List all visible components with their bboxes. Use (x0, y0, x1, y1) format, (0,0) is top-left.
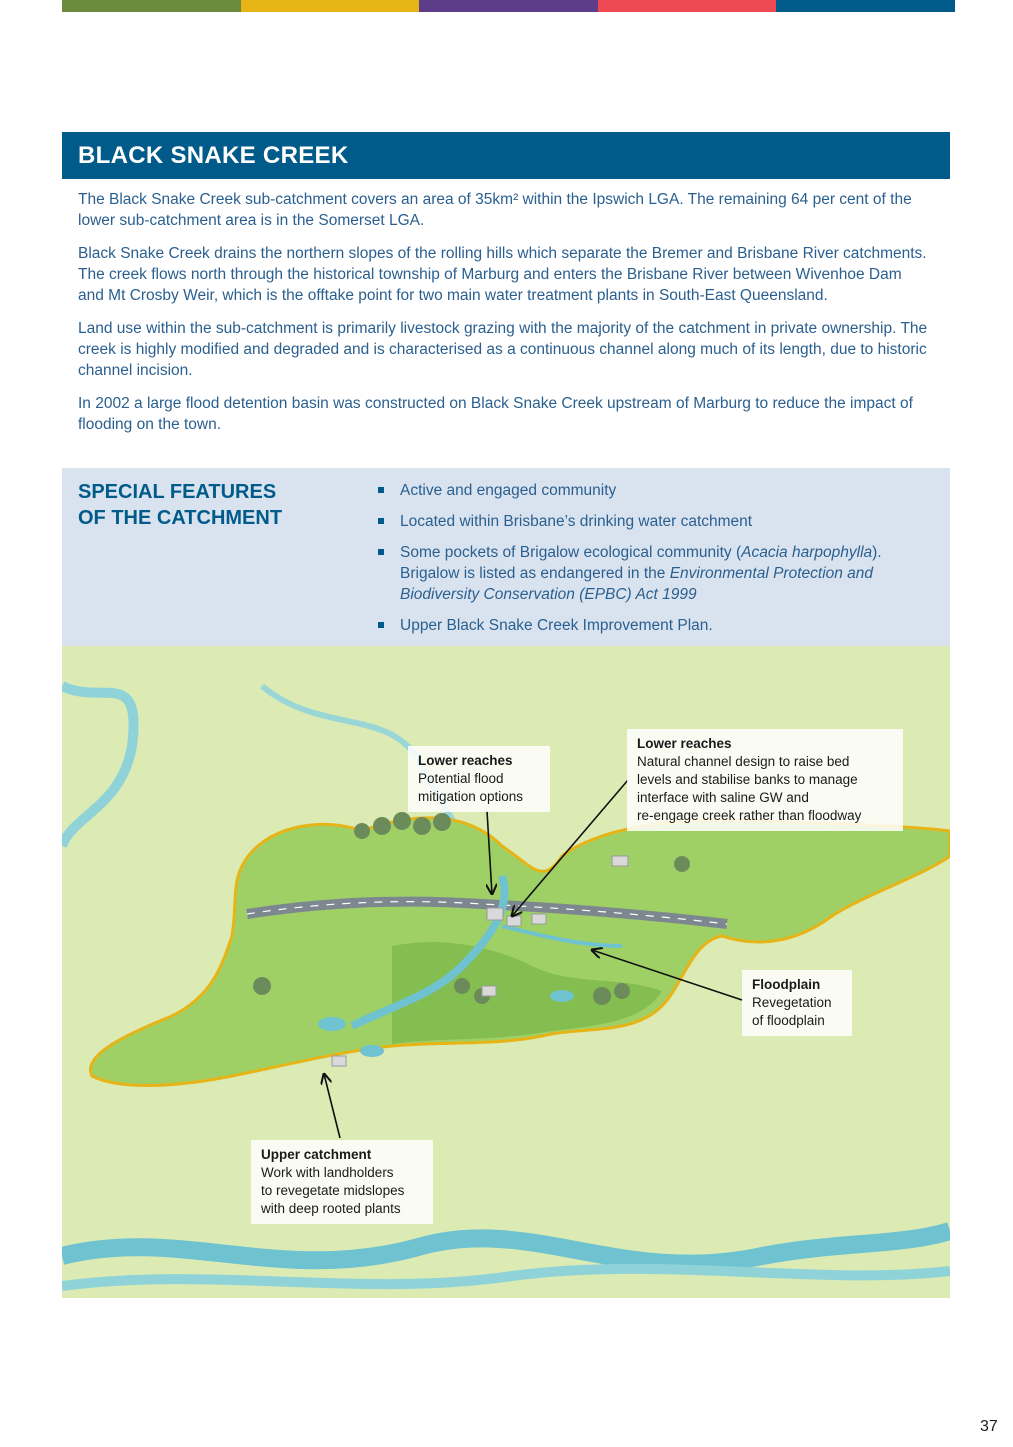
callout-lower-reaches-channel (627, 729, 903, 831)
dam (360, 1045, 384, 1057)
features-list (378, 480, 918, 646)
callout-line: Natural channel design to raise bed (637, 754, 850, 769)
intro-paragraph-2: Black Snake Creek drains the northern slopes of the rolling hills which separate the Bremer and Brisbane River catchments. The creek flows north through the historical township of Marburg and enters the Brisbane River between Wivenhoe Dam and Mt Crosby Weir, which is the offtake point for two main water treatment plants in South-East Queensland. (78, 245, 927, 304)
feature-item (378, 615, 918, 636)
page-number: 37 (980, 1418, 998, 1435)
callout-line: of floodplain (752, 1013, 825, 1028)
intro-paragraph-4: In 2002 a large flood detention basin was constructed on Black Snake Creek upstream of Marburg to reduce the impact of flooding on the town. (78, 395, 913, 433)
feature-item (378, 480, 918, 501)
stripe-purple (419, 0, 598, 12)
color-stripes (62, 0, 955, 12)
callout-line: Work with landholders (261, 1165, 394, 1180)
bullet-icon (378, 549, 384, 555)
arrow-upper (324, 1074, 340, 1138)
intro-paragraph-3: Land use within the sub-catchment is primarily livestock grazing with the majority of the catchment in private ownership. The creek is highly modified and degraded and is characterised as a continuous channel along much of its length, due to historic channel incision. (78, 320, 928, 379)
callout-title: Floodplain (752, 977, 821, 992)
intro-text (78, 189, 928, 447)
callout-title: Upper catchment (261, 1147, 372, 1162)
callout-line: to revegetate midslopes (261, 1183, 405, 1198)
catchment-illustration (62, 646, 950, 1298)
bullet-icon (378, 518, 384, 524)
callout-line: re-engage creek rather than floodway (637, 808, 862, 823)
callout-title: Lower reaches (637, 736, 732, 751)
stripe-red (598, 0, 777, 12)
special-features-panel (62, 468, 950, 646)
feature-text-part: Some pockets of Brigalow ecological community ( (400, 544, 742, 561)
intro-paragraph-1: The Black Snake Creek sub-catchment covers an area of 35km² within the Ipswich LGA. The remaining 64 per cent of the lower sub-catchment area is in the Somerset LGA. (78, 191, 912, 229)
dam (550, 990, 574, 1002)
feature-item (378, 542, 918, 605)
callout-title: Lower reaches (418, 753, 513, 768)
callout-line: levels and stabilise banks to manage (637, 772, 858, 787)
river-left (62, 686, 134, 846)
catchment-land (90, 818, 950, 1086)
callout-floodplain (742, 970, 852, 1036)
features-heading (78, 479, 328, 531)
callout-line: mitigation options (418, 789, 524, 804)
feature-text-part: ). Brigalow is listed as endangered in the (400, 544, 882, 582)
stripe-blue (776, 0, 955, 12)
dam (318, 1017, 346, 1031)
feature-item (378, 511, 918, 532)
callout-line: interface with saline GW and (637, 790, 809, 805)
river-bottom (62, 1231, 950, 1264)
stripe-yellow (241, 0, 420, 12)
feature-text: Located within Brisbane’s drinking water catchment (400, 513, 753, 530)
river-bottom-edge (62, 1269, 950, 1286)
feature-species-name: Acacia harpophylla (741, 544, 873, 561)
callout-lower-reaches-flood (408, 746, 550, 812)
feature-text: Upper Black Snake Creek Improvement Plan. (400, 617, 713, 634)
bullet-icon (378, 487, 384, 493)
features-heading-line-1: SPECIAL FEATURES (78, 481, 277, 503)
stripe-green (62, 0, 241, 12)
callout-line: Revegetation (752, 995, 832, 1010)
features-heading-line-2: OF THE CATCHMENT (78, 507, 283, 529)
feature-act-name: Environmental Protection and Biodiversity Conservation (EPBC) Act 1999 (400, 565, 874, 603)
bullet-icon (378, 622, 384, 628)
section-title: BLACK SNAKE CREEK (62, 132, 950, 179)
feature-text: Active and engaged community (400, 482, 617, 499)
callout-line: Potential flood (418, 771, 504, 786)
callout-upper-catchment (251, 1140, 433, 1224)
callout-line: with deep rooted plants (261, 1201, 401, 1216)
